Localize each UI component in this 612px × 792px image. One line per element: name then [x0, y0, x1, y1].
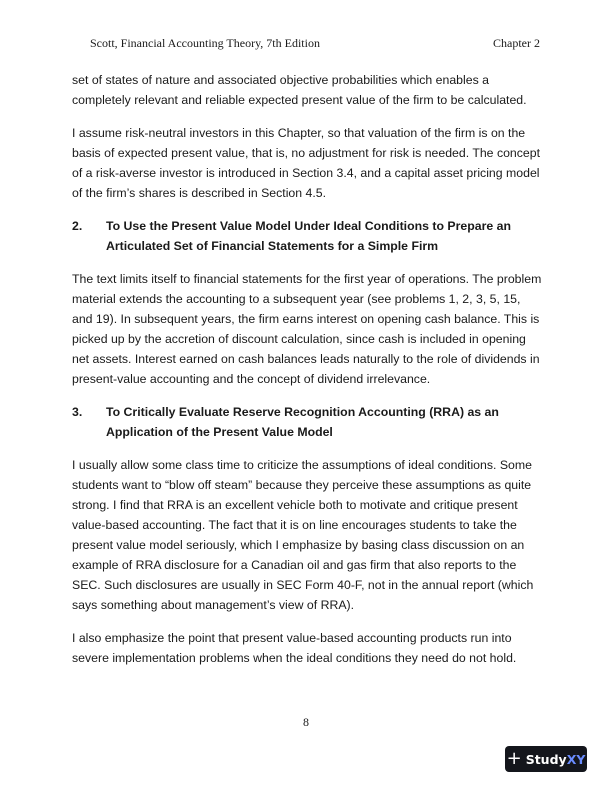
section-title: To Critically Evaluate Reserve Recognition Accounting (RRA) as an Application of the Present Value Model	[106, 405, 499, 439]
header-book-title: Scott, Financial Accounting Theory, 7th Edition	[90, 36, 320, 50]
brand-accent: XY	[566, 751, 586, 767]
brand-main: Study	[525, 751, 567, 767]
section-number: 3.	[72, 405, 83, 419]
section-heading-3	[72, 402, 544, 442]
body-paragraph: I usually allow some class time to criticize the assumptions of ideal conditions. Some students want to “blow off steam” because they perceive these assumptions as quite strong. I find that RRA is an excellent vehicle both to motivate and critique present value-based accounting. The fact that it is on line encourages students to take the present value model seriously, which I emphasize by basing class discussion on an example of RRA disclosure for a Canadian oil and gas firm that also reports to the SEC. Such disclosures are usually in SEC Form 40-F, not in the annual report (which says something about management’s view of RRA).	[72, 458, 534, 612]
header-chapter: Chapter 2	[493, 36, 540, 50]
body-paragraph: set of states of nature and associated objective probabilities which enables a completely relevant and reliable expected present value of the firm to be calculated.	[72, 73, 527, 107]
page-body	[72, 70, 544, 681]
plus-icon: +	[506, 748, 522, 769]
studyxy-badge[interactable]	[505, 746, 587, 772]
body-paragraph: I assume risk-neutral investors in this Chapter, so that valuation of the firm is on the basis of expected present value, that is, no adjustment for risk is needed. The concept of a risk-averse investor is introduced in Section 3.4, and a capital asset pricing model of the firm’s shares is described in Section 4.5.	[72, 126, 541, 200]
body-paragraph: I also emphasize the point that present value-based accounting products run into severe implementation problems when the ideal conditions they need do not hold.	[72, 631, 517, 665]
section-title: To Use the Present Value Model Under Ideal Conditions to Prepare an Articulated Set of Financial Statements for a Simple Firm	[106, 219, 511, 253]
section-number: 2.	[72, 219, 83, 233]
page-number: 8	[303, 715, 309, 729]
page-header	[90, 36, 540, 51]
section-heading-2	[72, 216, 544, 256]
body-paragraph: The text limits itself to financial statements for the first year of operations. The problem material extends the accounting to a subsequent year (see problems 1, 2, 3, 5, 15, and 19). In subsequent years, the firm earns interest on opening cash balance. This is picked up by the accretion of discount calculation, since cash is included in opening net assets. Interest earned on cash balances leads naturally to the role of dividends in present-value accounting and the concept of dividend irrelevance.	[72, 272, 542, 386]
